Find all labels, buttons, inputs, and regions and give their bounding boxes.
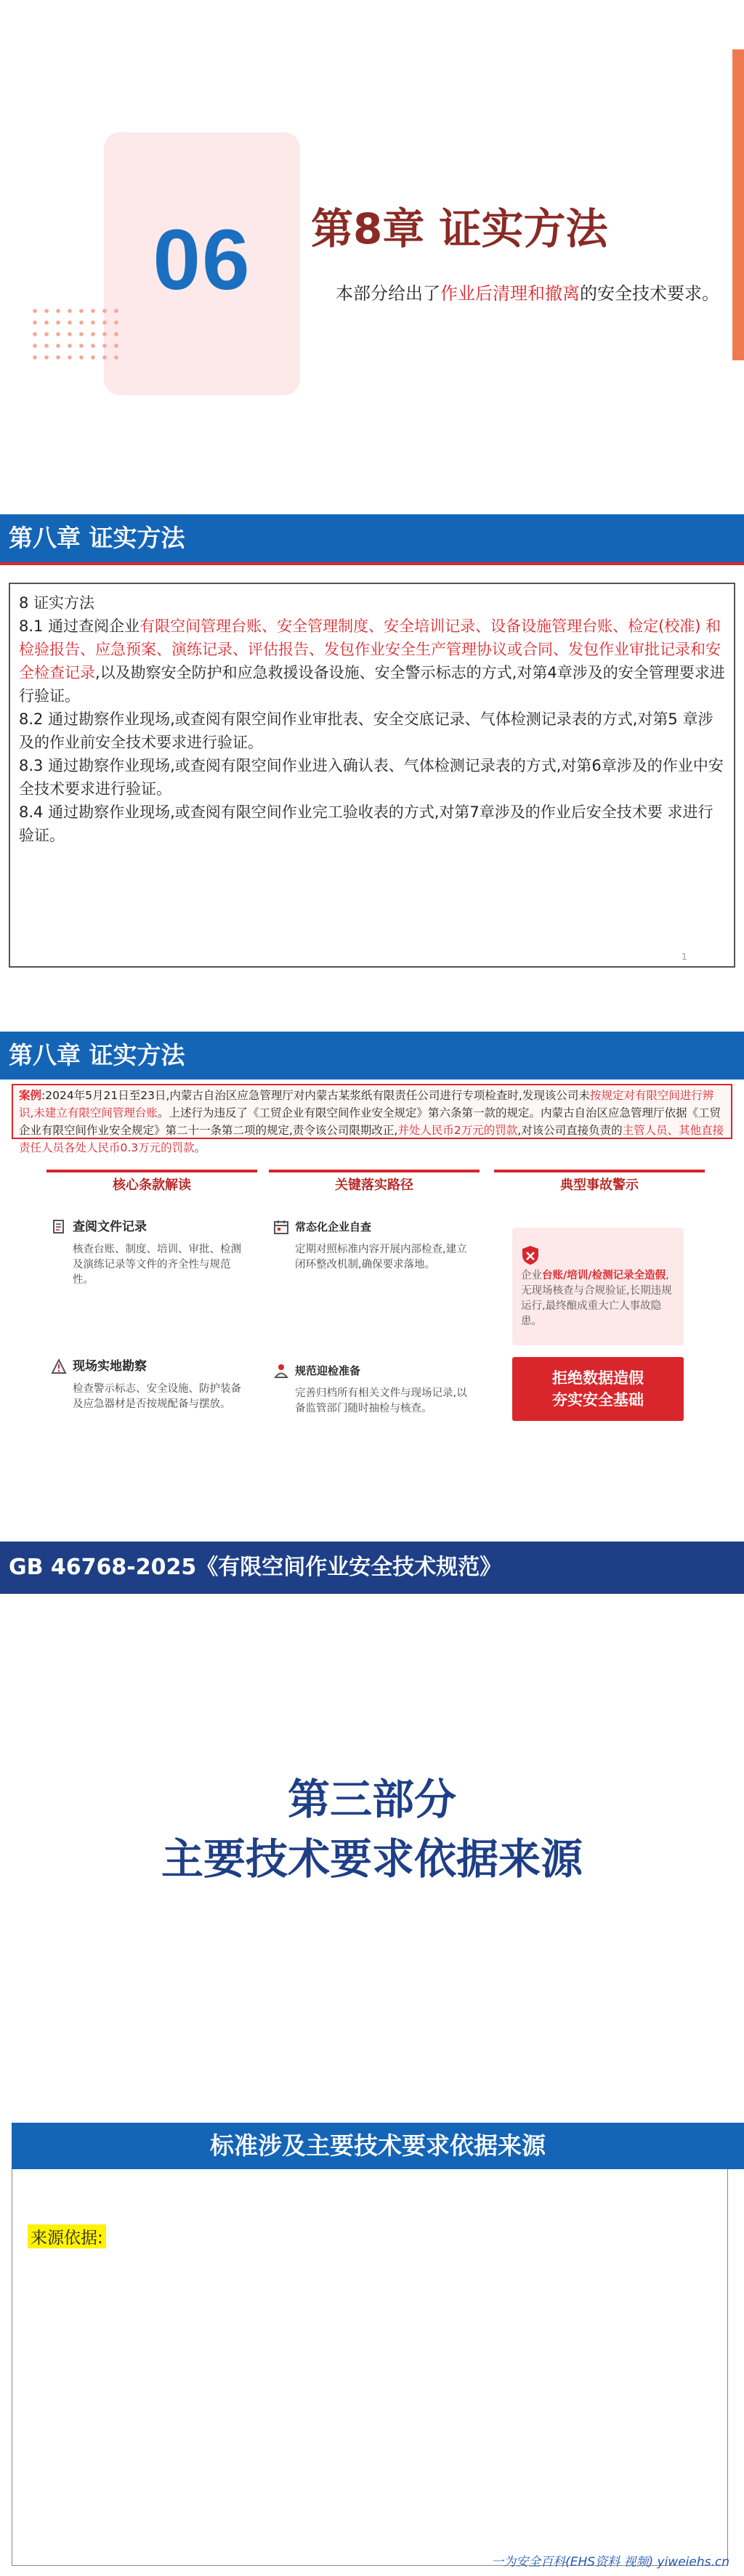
subtitle-text-end: 的安全技术要求。 bbox=[580, 283, 719, 304]
shield-warning-icon bbox=[521, 1245, 540, 1265]
item-title: 常态化企业自查 bbox=[295, 1220, 372, 1234]
slogan-banner bbox=[512, 1357, 684, 1421]
item-title: 查阅文件记录 bbox=[73, 1220, 147, 1234]
method-text-slide bbox=[0, 509, 744, 1032]
chapter-subtitle bbox=[336, 279, 719, 304]
item-inspection-prep bbox=[269, 1361, 472, 1417]
case-highlight: 按规定对有限空间进行辨识,未建立有限空间管理台账 bbox=[19, 1089, 714, 1119]
chapter-cover-slide bbox=[0, 0, 744, 509]
footer-watermark: 一为安全百科(EHS资料 视频) yiweiehs.cn bbox=[491, 2555, 729, 2569]
case-box bbox=[12, 1084, 732, 1154]
item-title-wrap bbox=[46, 1218, 250, 1236]
part-title bbox=[0, 1770, 744, 1889]
item-check-documents bbox=[46, 1218, 250, 1288]
clause-8: 8 证实方法 bbox=[19, 594, 95, 612]
person-icon bbox=[273, 1363, 289, 1379]
clause-highlight: 有限空间管理台账、安全管理制度、安全培训记录、设备设施管理台账、检定(校准) 和检验报告、应急预案、演练记录、评估报告、发包作业安全生产管理协议或合同、发包作业审批记录和安全检查记录 bbox=[19, 617, 721, 681]
item-text: 定期对照标准内容开展内部检查,建立闭环整改机制,确保要求落地。 bbox=[295, 1244, 467, 1271]
item-text: 检查警示标志、安全设施、防护装备及应急器材是否按规配备与摆放。 bbox=[73, 1383, 241, 1410]
warning-cone-icon bbox=[51, 1358, 67, 1374]
clause-8-3: 8.3 通过勘察作业现场,或查阅有限空间作业进入确认表、气体检测记录表的方式,对第6章涉及的作业中安全技术要求进行验证。 bbox=[19, 757, 724, 798]
item-self-check bbox=[269, 1218, 472, 1273]
clause-text-box bbox=[9, 583, 735, 968]
case-label: 案例 bbox=[19, 1089, 42, 1102]
decorative-dot-grid bbox=[29, 305, 122, 363]
item-text: 完善归档所有相关文件与现场记录,以备监管部门随时抽检与核查。 bbox=[295, 1388, 467, 1414]
subtitle-text: 本部分给出了 bbox=[336, 283, 440, 304]
slide-header: 第八章 证实方法 bbox=[0, 1032, 744, 1080]
chapter-title: 第8章 证实方法 bbox=[311, 204, 608, 254]
slogan-line: 拒绝数据造假 bbox=[552, 1369, 644, 1387]
standard-title-bar: GB 46768-2025《有限空间作业安全技术规范》 bbox=[0, 1542, 744, 1594]
case-highlight: 主管人员、其他直接责任人员各处人民币0.3万元的罚款 bbox=[19, 1124, 724, 1154]
header-accent-line bbox=[0, 562, 744, 565]
source-slide bbox=[0, 2060, 744, 2576]
item-title: 规范迎检准备 bbox=[295, 1364, 361, 1377]
slide-header: 第八章 证实方法 bbox=[0, 514, 744, 562]
case-text: :2024年5月21日至23日,内蒙古自治区应急管理厅对内蒙古某浆纸有限责任公司进行专项检查时,发现该公司未 bbox=[41, 1089, 590, 1102]
document-icon bbox=[51, 1219, 67, 1235]
column-heading: 典型事故警示 bbox=[494, 1170, 705, 1199]
column-heading: 核心条款解读 bbox=[46, 1170, 257, 1199]
item-site-inspection bbox=[46, 1357, 250, 1412]
clause-text: ,以及勘察安全防护和应急救援设备设施、安全警示标志的方式,对第4章涉及的安全管理要求进行验证。 bbox=[19, 664, 725, 705]
case-text: 。上述行为违反了《工贸企业有限空间作业安全规定》第六条第一款的规定。内蒙古自治区应急管理厅依据《工贸企业有限空间作业安全规定》第二十一条第二项的规定,责令该公司限期改正, bbox=[19, 1106, 721, 1137]
warning-text: ,无现场核查与合规验证,长期违规运行,最终酿成重大亡人事故隐患。 bbox=[521, 1270, 672, 1327]
slide-header: 标准涉及主要技术要求依据来源 bbox=[12, 2123, 744, 2169]
item-title-wrap bbox=[46, 1357, 250, 1376]
part-title-slide bbox=[0, 1540, 744, 2060]
clause-text: 8.1 通过查阅企业 bbox=[19, 617, 140, 635]
case-text: ,对该公司直接负责的 bbox=[517, 1124, 623, 1137]
column-core-clauses bbox=[46, 1170, 257, 1199]
part-title-line: 主要技术要求依据来源 bbox=[161, 1834, 583, 1884]
part-title-line: 第三部分 bbox=[287, 1775, 456, 1824]
column-accident-warning bbox=[494, 1170, 705, 1199]
clause-8-1 bbox=[19, 615, 725, 708]
slogan-line: 夯实安全基础 bbox=[552, 1391, 644, 1409]
accident-warning-box bbox=[512, 1228, 684, 1345]
page-mark: 1 bbox=[682, 952, 687, 962]
column-heading: 关键落实路径 bbox=[269, 1170, 480, 1199]
orange-side-bar bbox=[732, 49, 744, 360]
item-title-wrap bbox=[269, 1218, 472, 1236]
clause-8-4: 8.4 通过勘察作业现场,或查阅有限空间作业完工验收表的方式,对第7章涉及的作业后安全技术要 求进行验证。 bbox=[19, 803, 713, 844]
case-highlight: 并处人民币2万元的罚款 bbox=[397, 1124, 518, 1137]
content-frame bbox=[12, 2123, 728, 2566]
item-title-wrap bbox=[269, 1361, 472, 1380]
calendar-icon bbox=[273, 1219, 289, 1235]
column-key-paths bbox=[269, 1170, 480, 1199]
source-label: 来源依据: bbox=[28, 2224, 106, 2248]
case-slide bbox=[0, 1032, 744, 1540]
clause-8-2: 8.2 通过勘察作业现场,或查阅有限空间作业审批表、安全交底记录、气体检测记录表的方式,对第5 章涉及的作业前安全技术要求进行验证。 bbox=[19, 710, 713, 751]
case-text: 。 bbox=[194, 1141, 206, 1154]
item-title: 现场实地勘察 bbox=[73, 1359, 147, 1374]
item-text: 核查台账、制度、培训、审批、检测及演练记录等文件的齐全性与规范性。 bbox=[73, 1244, 241, 1286]
warning-highlight: 台账/培训/检测记录全造假 bbox=[542, 1270, 666, 1281]
warning-text: 企业 bbox=[521, 1270, 542, 1281]
chapter-number: 06 bbox=[153, 212, 251, 308]
subtitle-highlight: 作业后清理和撤离 bbox=[440, 283, 580, 304]
